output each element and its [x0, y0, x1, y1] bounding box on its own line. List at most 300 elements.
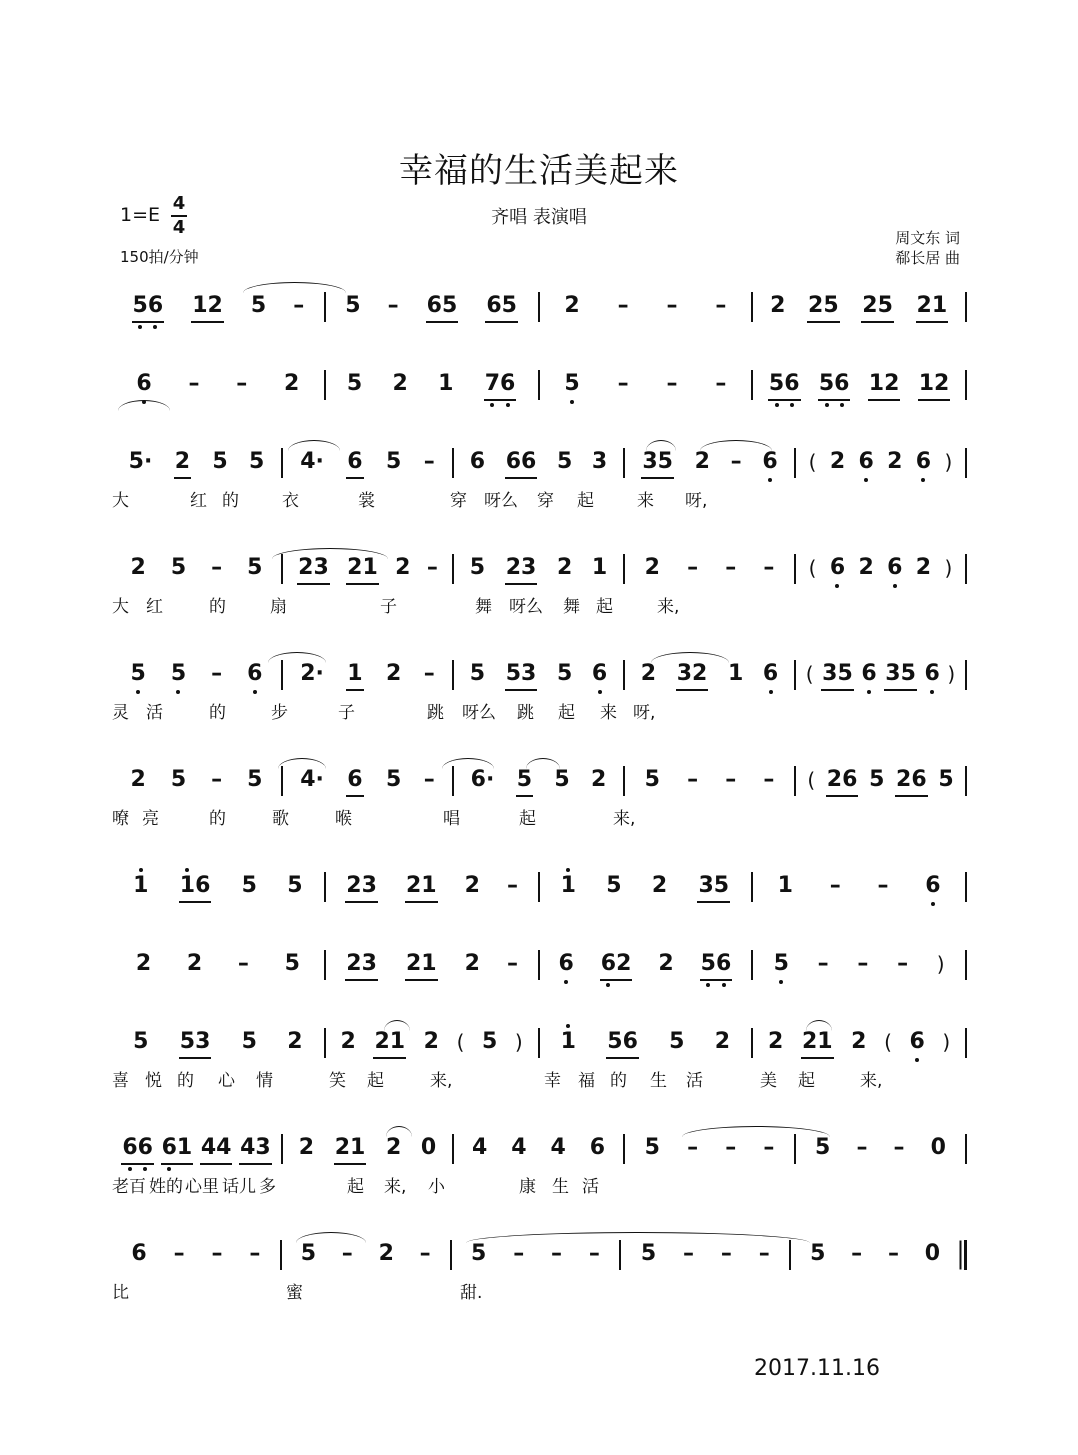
- note: 5: [250, 293, 267, 318]
- note: 1: [560, 1029, 576, 1054]
- note: 5: [837, 661, 853, 686]
- measure: [326, 872, 538, 904]
- note: 3: [255, 1135, 271, 1160]
- beamed-note-group: [884, 660, 917, 691]
- note: 5: [554, 767, 570, 792]
- note: 7: [484, 371, 501, 396]
- note-group: [285, 950, 300, 978]
- note-group: [131, 660, 146, 688]
- note-group: [924, 660, 939, 688]
- beamed-note-group: [818, 370, 851, 401]
- note-group: [592, 448, 607, 476]
- note: 6: [347, 767, 363, 792]
- note: 5: [768, 371, 785, 396]
- note: 2: [896, 767, 912, 792]
- note: 1: [727, 661, 744, 686]
- note-group: [171, 660, 186, 688]
- note-group: [471, 1240, 486, 1268]
- note-group: [557, 660, 572, 688]
- note: 6: [622, 1029, 638, 1054]
- score-line: [112, 1134, 967, 1166]
- note: 5: [241, 1029, 257, 1054]
- measure: [326, 370, 538, 402]
- lyrics-line: [112, 1066, 967, 1091]
- note: 3: [313, 555, 329, 580]
- note-group: [470, 554, 485, 582]
- measure: [283, 660, 452, 692]
- note-group: [300, 766, 324, 794]
- lyric-syllable: 心: [218, 1071, 235, 1091]
- note: 1: [868, 371, 885, 396]
- note-group: [247, 660, 262, 688]
- note-group: [887, 554, 902, 582]
- note-group: [470, 660, 485, 688]
- lyrics-line: [112, 804, 967, 829]
- extension-dash: –: [720, 1241, 732, 1266]
- note-group: [131, 554, 146, 582]
- note-group: [171, 766, 186, 794]
- measure: [753, 950, 965, 982]
- note-group: [861, 660, 876, 688]
- lyric-syllable: 心里: [185, 1177, 219, 1197]
- note-group: [645, 766, 660, 794]
- lyric-syllable: 呀么: [462, 703, 496, 723]
- note: 3: [195, 1029, 211, 1054]
- note-group: [770, 292, 785, 320]
- note: 5: [471, 1241, 487, 1266]
- note-group: [931, 1134, 946, 1162]
- note-group: [284, 370, 299, 398]
- extension-dash: –: [763, 555, 775, 580]
- measure: [796, 766, 965, 798]
- score-line: [112, 1028, 967, 1060]
- measure: [540, 950, 752, 982]
- lyric-syllable: 生: [650, 1071, 667, 1091]
- note: 2: [464, 951, 480, 976]
- extension-dash: –: [725, 767, 737, 792]
- note: 1: [931, 293, 948, 318]
- note: 5: [469, 661, 486, 686]
- note: 5: [481, 1029, 498, 1054]
- note: 5: [818, 371, 835, 396]
- beamed-note-group: [405, 872, 438, 903]
- note: 2: [298, 1135, 315, 1160]
- lyric-syllable: 呀么: [484, 491, 518, 511]
- score-line: [112, 448, 967, 480]
- note: 1: [347, 661, 363, 686]
- lyric-syllable: 甜.: [460, 1283, 483, 1303]
- note: 2: [808, 293, 824, 318]
- slur-arc: [386, 1126, 412, 1137]
- lyric-syllable: 红: [190, 491, 207, 511]
- note-group: [247, 554, 262, 582]
- note: 1: [133, 873, 149, 898]
- note-group: [658, 950, 673, 978]
- extension-dash: –: [249, 1241, 261, 1266]
- note: 5: [386, 449, 402, 474]
- measure: [796, 448, 965, 480]
- score-line: [112, 766, 967, 798]
- extension-dash: –: [426, 555, 438, 580]
- note: 3: [591, 449, 608, 474]
- beamed-note-group: [174, 448, 191, 479]
- note: 6: [924, 661, 940, 686]
- beamed-note-group: [700, 950, 733, 981]
- extension-dash: –: [666, 293, 678, 318]
- extension-dash: –: [897, 951, 909, 976]
- note-group: [133, 872, 148, 900]
- extension-dash: –: [211, 661, 223, 686]
- extension-dash: –: [588, 1241, 600, 1266]
- note-group: [763, 660, 778, 688]
- slur-arc: [268, 652, 326, 663]
- note: 5: [640, 1241, 657, 1266]
- note: 6: [122, 1135, 138, 1160]
- lyric-syllable: 来,: [613, 809, 636, 829]
- note-group: [641, 660, 656, 688]
- measure: [326, 292, 538, 324]
- beamed-note-group: [697, 872, 730, 903]
- extension-dash: –: [687, 1135, 699, 1160]
- parenthesis: ): [514, 1030, 523, 1054]
- beamed-note-group: [346, 660, 363, 691]
- note: 5: [669, 1029, 685, 1054]
- beamed-note-group: [405, 950, 438, 981]
- note: 5: [606, 873, 622, 898]
- extension-dash: –: [829, 873, 841, 898]
- note-group: [564, 370, 579, 398]
- lyric-syllable: 红: [146, 597, 163, 617]
- lyric-syllable: 大: [112, 597, 129, 617]
- extension-dash: –: [856, 1135, 868, 1160]
- note: 2: [862, 293, 878, 318]
- score-line: [112, 1240, 967, 1272]
- note-group: [778, 872, 793, 900]
- lyric-syllable: 来,: [384, 1177, 407, 1197]
- beamed-note-group: [505, 448, 538, 479]
- measure: [625, 1134, 794, 1166]
- extension-dash: –: [730, 449, 742, 474]
- note: 2: [640, 661, 657, 686]
- note: 4: [471, 1135, 488, 1160]
- parenthesis: ): [942, 1030, 951, 1054]
- note: 5: [247, 767, 263, 792]
- note: 5: [300, 1241, 316, 1266]
- note-group: [345, 292, 360, 320]
- lyric-syllable: 起: [367, 1071, 384, 1091]
- extension-dash: –: [682, 1241, 694, 1266]
- lyric-syllable: 喉: [335, 809, 352, 829]
- measure: [621, 1240, 789, 1272]
- measure: [112, 448, 281, 480]
- lyric-syllable: 灵: [112, 703, 129, 723]
- measure: [796, 660, 965, 692]
- note: 6: [147, 293, 164, 318]
- slur-arc: [272, 548, 388, 559]
- lyric-syllable: 起: [577, 491, 594, 511]
- measure: [454, 554, 623, 586]
- slur-arc: [806, 1020, 832, 1031]
- note: 5: [823, 293, 839, 318]
- lyric-syllable: 大: [112, 491, 129, 511]
- measure: [112, 766, 281, 798]
- parenthesis: (: [807, 768, 816, 792]
- lyric-syllable: 幸: [544, 1071, 561, 1091]
- note-group: [242, 872, 257, 900]
- note: 5: [284, 951, 300, 976]
- note: 6: [829, 555, 846, 580]
- note: 1: [438, 371, 454, 396]
- measure: [791, 1240, 959, 1272]
- barline: [965, 872, 967, 902]
- note-group: [592, 660, 607, 688]
- extension-dash: –: [725, 1135, 737, 1160]
- note: 0: [420, 1135, 437, 1160]
- note: 2: [464, 873, 480, 898]
- note: 2: [174, 449, 190, 474]
- measure: [454, 660, 623, 692]
- note: 2: [651, 873, 668, 898]
- note: 5: [505, 661, 522, 686]
- parenthesis: ): [944, 556, 953, 580]
- note-group: [768, 1028, 783, 1056]
- note: 2: [768, 1029, 784, 1054]
- note: 2: [374, 1029, 390, 1054]
- note: 5: [170, 555, 187, 580]
- lyric-syllable: 跳: [517, 703, 534, 723]
- note-group: [171, 554, 186, 582]
- note: 6·: [470, 767, 495, 792]
- note: 6: [762, 449, 778, 474]
- time-signature-top: 4: [172, 193, 186, 214]
- lyric-syllable: 多: [259, 1177, 276, 1197]
- beamed-note-group: [600, 950, 633, 981]
- extension-dash: –: [423, 449, 435, 474]
- lyric-syllable: 呀,: [685, 491, 708, 511]
- note: 5: [346, 371, 363, 396]
- note: 6: [137, 1135, 153, 1160]
- note-group: [925, 1240, 940, 1268]
- note: 3: [361, 873, 377, 898]
- extension-dash: –: [341, 1241, 353, 1266]
- performance-style: 齐唱 表演唱: [491, 207, 587, 228]
- note-group: [916, 448, 931, 476]
- note: 3: [698, 873, 714, 898]
- note-group: [133, 1028, 148, 1056]
- measure: [454, 1134, 623, 1166]
- note: 0: [930, 1135, 946, 1160]
- note: 5: [386, 767, 402, 792]
- note: 5: [345, 293, 361, 318]
- note: 3: [521, 661, 537, 686]
- slur-arc: [384, 1020, 410, 1031]
- note: 6: [505, 449, 522, 474]
- beamed-note-group: [179, 1028, 212, 1059]
- note-group: [851, 1028, 866, 1056]
- note-group: [465, 872, 480, 900]
- note: 5: [133, 1029, 149, 1054]
- note: 2: [916, 293, 932, 318]
- note-group: [815, 1134, 830, 1162]
- extension-dash: –: [173, 1241, 185, 1266]
- note: 2: [385, 1135, 402, 1160]
- note: 2: [135, 951, 152, 976]
- note-group: [561, 872, 576, 900]
- lyric-syllable: 活: [146, 703, 163, 723]
- note-group: [550, 1134, 565, 1162]
- score-line: [112, 554, 967, 586]
- note: 6: [486, 293, 502, 318]
- beamed-note-group: [179, 872, 212, 903]
- slur-arc: [442, 758, 494, 769]
- note-group: [830, 554, 845, 582]
- note: 2: [298, 555, 314, 580]
- barline: [965, 448, 967, 478]
- note-group: [830, 448, 845, 476]
- note: 2: [556, 555, 573, 580]
- note-group: [136, 370, 151, 398]
- measure: [540, 370, 752, 402]
- extension-dash: –: [419, 1241, 431, 1266]
- measure: [454, 448, 623, 480]
- note: 1: [192, 293, 208, 318]
- note: 2: [616, 951, 632, 976]
- beamed-note-group: [191, 292, 224, 323]
- beamed-note-group: [821, 660, 854, 691]
- note-group: [472, 1134, 487, 1162]
- extension-dash: –: [211, 1241, 223, 1266]
- lyric-syllable: 子: [380, 597, 397, 617]
- time-signature-bottom: 4: [172, 217, 186, 238]
- beamed-note-group: [484, 370, 517, 401]
- beamed-note-group: [373, 1028, 406, 1059]
- note: 6: [589, 1135, 606, 1160]
- beamed-note-group: [918, 370, 951, 401]
- note: 1: [350, 1135, 366, 1160]
- note-group: [247, 766, 262, 794]
- score-line: [112, 872, 967, 904]
- lyric-syllable: 老百: [112, 1177, 146, 1197]
- barline: [965, 660, 967, 690]
- slur-arc: [646, 440, 676, 451]
- extension-dash: –: [715, 371, 727, 396]
- note-group: [187, 950, 202, 978]
- note: 5: [815, 1135, 831, 1160]
- note-group: [341, 1028, 356, 1056]
- note-group: [591, 766, 606, 794]
- extension-dash: –: [893, 1135, 905, 1160]
- extension-dash: –: [423, 767, 435, 792]
- note: 2: [714, 1029, 731, 1054]
- extension-dash: –: [188, 371, 200, 396]
- score-line: [112, 660, 967, 692]
- note: 6: [715, 951, 732, 976]
- slur-arc: [243, 282, 346, 293]
- note-group: [728, 660, 743, 688]
- note: 2: [340, 1029, 356, 1054]
- note-group: [869, 766, 884, 794]
- extension-dash: –: [666, 371, 678, 396]
- lyric-syllable: 小: [428, 1177, 445, 1197]
- extension-dash: –: [617, 293, 629, 318]
- note-group: [645, 1134, 660, 1162]
- note: 0: [924, 1241, 941, 1266]
- measure: [625, 766, 794, 798]
- measure: [326, 1028, 538, 1060]
- beamed-note-group: [200, 1134, 233, 1165]
- measure: [326, 950, 538, 982]
- note: 2: [694, 449, 710, 474]
- lyric-syllable: 的: [209, 597, 226, 617]
- note: 2: [378, 1241, 394, 1266]
- beamed-note-group: [426, 292, 459, 323]
- extension-dash: –: [236, 371, 248, 396]
- measure: [112, 554, 281, 586]
- note-group: [395, 554, 410, 582]
- measure: [753, 292, 965, 324]
- note: 5: [179, 1029, 196, 1054]
- note: 1: [591, 555, 608, 580]
- note-group: [909, 1028, 924, 1056]
- note: 2: [770, 293, 786, 318]
- note-group: [564, 292, 579, 320]
- slur-arc: [296, 1232, 366, 1243]
- note: 2: [405, 873, 422, 898]
- note: 6: [915, 449, 932, 474]
- slur-arc: [466, 1232, 810, 1243]
- note: 3: [822, 661, 838, 686]
- lyric-syllable: 呀,: [633, 703, 656, 723]
- note-group: [129, 448, 153, 476]
- note: 2·: [300, 661, 324, 686]
- note: 5: [501, 293, 517, 318]
- extension-dash: –: [506, 951, 518, 976]
- note-group: [858, 554, 873, 582]
- note: 4·: [300, 767, 324, 792]
- extension-dash: –: [763, 767, 775, 792]
- lyric-syllable: 来: [637, 491, 654, 511]
- date-stamp: 2017.11.16: [754, 1356, 880, 1381]
- measure: [796, 1134, 965, 1166]
- extension-dash: –: [715, 293, 727, 318]
- note: 2: [644, 555, 660, 580]
- lyric-syllable: 衣: [282, 491, 299, 511]
- note-group: [386, 1134, 401, 1162]
- slur-arc: [278, 758, 326, 769]
- note: 5: [810, 1241, 826, 1266]
- parenthesis: (: [884, 1030, 892, 1054]
- lyric-syllable: 起: [347, 1177, 364, 1197]
- lyric-syllable: 蜜: [286, 1283, 303, 1303]
- measure: [540, 292, 752, 324]
- note: 2: [186, 951, 203, 976]
- lyrics-line: [112, 486, 967, 511]
- note: 6: [591, 661, 608, 686]
- barline: [965, 1134, 967, 1164]
- note-group: [925, 872, 940, 900]
- beamed-note-group: [516, 766, 533, 797]
- beamed-note-group: [641, 448, 674, 479]
- note: 2: [287, 1029, 303, 1054]
- note-group: [421, 1134, 436, 1162]
- extension-dash: –: [687, 767, 699, 792]
- slur-arc: [651, 652, 729, 663]
- note: 1: [560, 873, 576, 898]
- beamed-note-group: [346, 448, 363, 479]
- note-group: [347, 370, 362, 398]
- beamed-note-group: [606, 1028, 639, 1059]
- note-group: [471, 766, 495, 794]
